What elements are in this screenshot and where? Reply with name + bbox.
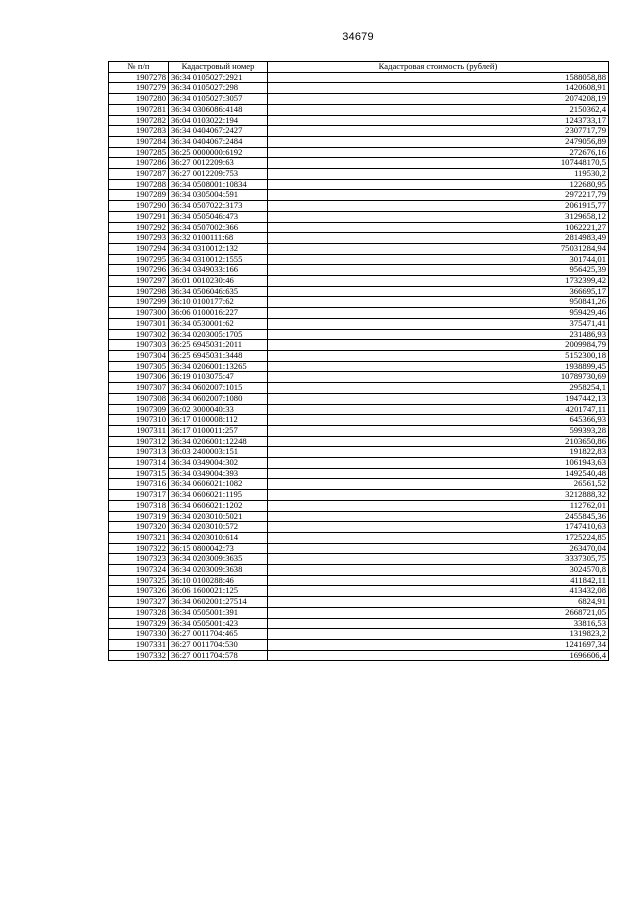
- cadastral-value-cell: 2972217,79: [268, 190, 609, 201]
- cadastral-value-cell: 191822,83: [268, 447, 609, 458]
- cadastral-value-cell: 301744,01: [268, 254, 609, 265]
- cadastral-number-cell: 36:34 0349033:166: [169, 265, 268, 276]
- row-number-cell: 1907298: [109, 286, 169, 297]
- cadastral-number-cell: 36:03 2400003:151: [169, 447, 268, 458]
- cadastral-value-cell: 2103650,86: [268, 436, 609, 447]
- cadastral-number-cell: 36:34 0206001:12248: [169, 436, 268, 447]
- cadastral-number-cell: 36:01 0010230:46: [169, 276, 268, 287]
- table-row: [109, 372, 609, 383]
- cadastral-value-cell: 3024570,8: [268, 565, 609, 576]
- table-row: [109, 297, 609, 308]
- row-number-cell: 1907284: [109, 136, 169, 147]
- cadastral-value-cell: 119530,2: [268, 169, 609, 180]
- cadastral-value-cell: 1243733,17: [268, 115, 609, 126]
- cadastral-value-cell: 3337305,75: [268, 554, 609, 565]
- cadastral-value-cell: 366695,17: [268, 286, 609, 297]
- cadastral-number-cell: 36:34 0404067:2484: [169, 136, 268, 147]
- table-row: [109, 393, 609, 404]
- cadastral-number-cell: 36:17 0100011:257: [169, 425, 268, 436]
- row-number-cell: 1907293: [109, 233, 169, 244]
- cadastral-value-cell: 33816,53: [268, 618, 609, 629]
- cadastral-number-cell: 36:34 0606021:1082: [169, 479, 268, 490]
- row-number-cell: 1907295: [109, 254, 169, 265]
- table-row: [109, 500, 609, 511]
- table-row: [109, 511, 609, 522]
- cadastral-number-cell: 36:34 0507002:366: [169, 222, 268, 233]
- row-number-cell: 1907291: [109, 211, 169, 222]
- row-number-cell: 1907292: [109, 222, 169, 233]
- row-number-cell: 1907285: [109, 147, 169, 158]
- cadastral-number-cell: 36:10 0100177:62: [169, 297, 268, 308]
- cadastral-number-cell: 36:34 0505001:423: [169, 618, 268, 629]
- cadastral-value-cell: 956425,39: [268, 265, 609, 276]
- cadastral-number-cell: 36:15 0800042:73: [169, 543, 268, 554]
- row-number-cell: 1907315: [109, 468, 169, 479]
- cadastral-value-cell: 413432,08: [268, 586, 609, 597]
- table-row: [109, 276, 609, 287]
- row-number-cell: 1907317: [109, 490, 169, 501]
- header-cadastral-value: Кадастровая стоимость (рублей): [268, 62, 609, 73]
- cadastral-number-cell: 36:27 0011704:465: [169, 629, 268, 640]
- table-row: [109, 447, 609, 458]
- table-row: [109, 468, 609, 479]
- table-row: [109, 458, 609, 469]
- header-row: [109, 62, 609, 73]
- row-number-cell: 1907301: [109, 318, 169, 329]
- row-number-cell: 1907288: [109, 179, 169, 190]
- cadastral-value-cell: 1420608,91: [268, 83, 609, 94]
- row-number-cell: 1907318: [109, 500, 169, 511]
- header-cadastral-number: Кадастровый номер: [169, 62, 268, 73]
- row-number-cell: 1907302: [109, 329, 169, 340]
- cadastral-number-cell: 36:25 6945031:3448: [169, 350, 268, 361]
- table-body: [109, 72, 609, 661]
- row-number-cell: 1907300: [109, 308, 169, 319]
- row-number-cell: 1907296: [109, 265, 169, 276]
- row-number-cell: 1907327: [109, 597, 169, 608]
- table-row: [109, 72, 609, 83]
- row-number-cell: 1907323: [109, 554, 169, 565]
- table-row: [109, 318, 609, 329]
- row-number-cell: 1907325: [109, 575, 169, 586]
- table-row: [109, 190, 609, 201]
- cadastral-number-cell: 36:25 6945031:2011: [169, 340, 268, 351]
- row-number-cell: 1907331: [109, 639, 169, 650]
- cadastral-number-cell: 36:34 0310012:132: [169, 243, 268, 254]
- cadastral-value-cell: 231486,93: [268, 329, 609, 340]
- cadastral-number-cell: 36:25 0000000:6192: [169, 147, 268, 158]
- cadastral-number-cell: 36:34 0203005:1705: [169, 329, 268, 340]
- cadastral-number-cell: 36:34 0105027:3057: [169, 94, 268, 105]
- table-row: [109, 233, 609, 244]
- table-header: [109, 62, 609, 73]
- cadastral-value-cell: 10789730,69: [268, 372, 609, 383]
- cadastral-value-cell: 5152300,18: [268, 350, 609, 361]
- table-row: [109, 650, 609, 661]
- cadastral-value-cell: 2958254,1: [268, 383, 609, 394]
- cadastral-value-cell: 3212888,32: [268, 490, 609, 501]
- table-row: [109, 436, 609, 447]
- table-row: [109, 265, 609, 276]
- cadastral-number-cell: 36:34 0203009:3638: [169, 565, 268, 576]
- cadastral-value-cell: 2814983,49: [268, 233, 609, 244]
- cadastral-value-cell: 1725224,85: [268, 532, 609, 543]
- cadastral-value-cell: 1938899,45: [268, 361, 609, 372]
- row-number-cell: 1907312: [109, 436, 169, 447]
- cadastral-number-cell: 36:34 0602007:1015: [169, 383, 268, 394]
- row-number-cell: 1907294: [109, 243, 169, 254]
- table-row: [109, 479, 609, 490]
- cadastral-value-cell: 272676,16: [268, 147, 609, 158]
- row-number-cell: 1907313: [109, 447, 169, 458]
- table-row: [109, 254, 609, 265]
- row-number-cell: 1907314: [109, 458, 169, 469]
- cadastral-value-cell: 2455845,36: [268, 511, 609, 522]
- table-row: [109, 115, 609, 126]
- cadastral-number-cell: 36:02 3000040:33: [169, 404, 268, 415]
- table-row: [109, 222, 609, 233]
- cadastral-value-table: [108, 61, 609, 661]
- cadastral-number-cell: 36:34 0602007:1080: [169, 393, 268, 404]
- row-number-cell: 1907324: [109, 565, 169, 576]
- header-row-number: № п/п: [109, 62, 169, 73]
- row-number-cell: 1907329: [109, 618, 169, 629]
- cadastral-number-cell: 36:27 0011704:530: [169, 639, 268, 650]
- row-number-cell: 1907278: [109, 72, 169, 83]
- table-row: [109, 565, 609, 576]
- table-row: [109, 350, 609, 361]
- row-number-cell: 1907326: [109, 586, 169, 597]
- table-row: [109, 169, 609, 180]
- cadastral-number-cell: 36:34 0349004:302: [169, 458, 268, 469]
- row-number-cell: 1907280: [109, 94, 169, 105]
- cadastral-number-cell: 36:34 0349004:393: [169, 468, 268, 479]
- cadastral-value-cell: 2009984,79: [268, 340, 609, 351]
- cadastral-number-cell: 36:27 0011704:578: [169, 650, 268, 661]
- cadastral-number-cell: 36:34 0203010:572: [169, 522, 268, 533]
- cadastral-value-cell: 2307717,79: [268, 126, 609, 137]
- cadastral-value-cell: 26561,52: [268, 479, 609, 490]
- table-row: [109, 618, 609, 629]
- cadastral-value-cell: 375471,41: [268, 318, 609, 329]
- table-row: [109, 126, 609, 137]
- row-number-cell: 1907332: [109, 650, 169, 661]
- cadastral-number-cell: 36:34 0206001:13265: [169, 361, 268, 372]
- cadastral-value-cell: 2074208,19: [268, 94, 609, 105]
- page-number: 34679: [342, 31, 374, 43]
- row-number-cell: 1907304: [109, 350, 169, 361]
- table-row: [109, 329, 609, 340]
- row-number-cell: 1907290: [109, 201, 169, 212]
- row-number-cell: 1907289: [109, 190, 169, 201]
- table-row: [109, 211, 609, 222]
- row-number-cell: 1907286: [109, 158, 169, 169]
- cadastral-number-cell: 36:34 0310012:1555: [169, 254, 268, 265]
- row-number-cell: 1907321: [109, 532, 169, 543]
- row-number-cell: 1907319: [109, 511, 169, 522]
- table-row: [109, 586, 609, 597]
- row-number-cell: 1907306: [109, 372, 169, 383]
- cadastral-value-cell: 107448170,5: [268, 158, 609, 169]
- cadastral-value-cell: 2150362,4: [268, 104, 609, 115]
- cadastral-number-cell: 36:34 0203009:3635: [169, 554, 268, 565]
- row-number-cell: 1907311: [109, 425, 169, 436]
- cadastral-number-cell: 36:34 0203010:614: [169, 532, 268, 543]
- table-row: [109, 532, 609, 543]
- cadastral-value-cell: 1947442,13: [268, 393, 609, 404]
- cadastral-value-cell: 2061915,77: [268, 201, 609, 212]
- cadastral-number-cell: 36:34 0305004:591: [169, 190, 268, 201]
- table-row: [109, 147, 609, 158]
- table-row: [109, 308, 609, 319]
- table-row: [109, 522, 609, 533]
- table-row: [109, 286, 609, 297]
- table-row: [109, 554, 609, 565]
- row-number-cell: 1907282: [109, 115, 169, 126]
- table-row: [109, 575, 609, 586]
- cadastral-value-cell: 1588058,88: [268, 72, 609, 83]
- cadastral-number-cell: 36:34 0404067:2427: [169, 126, 268, 137]
- table-row: [109, 490, 609, 501]
- cadastral-value-cell: 1747410,63: [268, 522, 609, 533]
- row-number-cell: 1907322: [109, 543, 169, 554]
- table-row: [109, 83, 609, 94]
- table-row: [109, 597, 609, 608]
- cadastral-number-cell: 36:34 0508001:10834: [169, 179, 268, 190]
- cadastral-number-cell: 36:06 1600021:125: [169, 586, 268, 597]
- cadastral-number-cell: 36:34 0506046:635: [169, 286, 268, 297]
- cadastral-value-cell: 599393,28: [268, 425, 609, 436]
- cadastral-number-cell: 36:34 0530001:62: [169, 318, 268, 329]
- table-row: [109, 543, 609, 554]
- table-row: [109, 629, 609, 640]
- row-number-cell: 1907287: [109, 169, 169, 180]
- cadastral-value-cell: 1732399,42: [268, 276, 609, 287]
- cadastral-value-cell: 950841,26: [268, 297, 609, 308]
- row-number-cell: 1907330: [109, 629, 169, 640]
- row-number-cell: 1907320: [109, 522, 169, 533]
- cadastral-number-cell: 36:04 0103022:194: [169, 115, 268, 126]
- table-row: [109, 415, 609, 426]
- table-row: [109, 383, 609, 394]
- table-row: [109, 243, 609, 254]
- cadastral-number-cell: 36:34 0505001:391: [169, 607, 268, 618]
- cadastral-number-cell: 36:34 0606021:1195: [169, 490, 268, 501]
- cadastral-number-cell: 36:34 0306086:4148: [169, 104, 268, 115]
- row-number-cell: 1907316: [109, 479, 169, 490]
- cadastral-value-cell: 1241697,34: [268, 639, 609, 650]
- cadastral-value-cell: 1062221,27: [268, 222, 609, 233]
- table-row: [109, 136, 609, 147]
- row-number-cell: 1907310: [109, 415, 169, 426]
- cadastral-value-cell: 411842,11: [268, 575, 609, 586]
- cadastral-number-cell: 36:27 0012209:63: [169, 158, 268, 169]
- cadastral-value-cell: 959429,46: [268, 308, 609, 319]
- cadastral-number-cell: 36:34 0505046:473: [169, 211, 268, 222]
- cadastral-value-cell: 3129658,12: [268, 211, 609, 222]
- row-number-cell: 1907281: [109, 104, 169, 115]
- table-row: [109, 607, 609, 618]
- cadastral-value-cell: 645366,93: [268, 415, 609, 426]
- cadastral-number-cell: 36:19 0103075:47: [169, 372, 268, 383]
- cadastral-value-cell: 1696606,4: [268, 650, 609, 661]
- table-row: [109, 361, 609, 372]
- table-row: [109, 94, 609, 105]
- cadastral-value-cell: 1061943,63: [268, 458, 609, 469]
- cadastral-value-cell: 1492540,48: [268, 468, 609, 479]
- row-number-cell: 1907299: [109, 297, 169, 308]
- cadastral-value-cell: 263470,04: [268, 543, 609, 554]
- cadastral-number-cell: 36:10 0100288:46: [169, 575, 268, 586]
- cadastral-number-cell: 36:34 0203010:5021: [169, 511, 268, 522]
- table-row: [109, 340, 609, 351]
- cadastral-value-cell: 1319823,2: [268, 629, 609, 640]
- cadastral-number-cell: 36:34 0507022:3173: [169, 201, 268, 212]
- table-row: [109, 425, 609, 436]
- cadastral-number-cell: 36:27 0012209:753: [169, 169, 268, 180]
- table-row: [109, 158, 609, 169]
- cadastral-number-cell: 36:34 0602001:27514: [169, 597, 268, 608]
- cadastral-number-cell: 36:34 0105027:2921: [169, 72, 268, 83]
- row-number-cell: 1907307: [109, 383, 169, 394]
- table-row: [109, 104, 609, 115]
- cadastral-number-cell: 36:32 0100111:68: [169, 233, 268, 244]
- cadastral-number-cell: 36:17 0100008:112: [169, 415, 268, 426]
- cadastral-value-cell: 112762,01: [268, 500, 609, 511]
- row-number-cell: 1907303: [109, 340, 169, 351]
- cadastral-number-cell: 36:06 0100016:227: [169, 308, 268, 319]
- row-number-cell: 1907328: [109, 607, 169, 618]
- row-number-cell: 1907309: [109, 404, 169, 415]
- row-number-cell: 1907297: [109, 276, 169, 287]
- cadastral-value-cell: 2668721,05: [268, 607, 609, 618]
- row-number-cell: 1907283: [109, 126, 169, 137]
- cadastral-number-cell: 36:34 0105027:298: [169, 83, 268, 94]
- cadastral-value-cell: 4201747,11: [268, 404, 609, 415]
- cadastral-value-cell: 6824,91: [268, 597, 609, 608]
- table-row: [109, 179, 609, 190]
- cadastral-number-cell: 36:34 0606021:1202: [169, 500, 268, 511]
- cadastral-value-cell: 2479056,89: [268, 136, 609, 147]
- row-number-cell: 1907279: [109, 83, 169, 94]
- table-row: [109, 639, 609, 650]
- table-row: [109, 201, 609, 212]
- table-row: [109, 404, 609, 415]
- cadastral-value-cell: 122680,95: [268, 179, 609, 190]
- row-number-cell: 1907308: [109, 393, 169, 404]
- cadastral-value-cell: 75031284,94: [268, 243, 609, 254]
- row-number-cell: 1907305: [109, 361, 169, 372]
